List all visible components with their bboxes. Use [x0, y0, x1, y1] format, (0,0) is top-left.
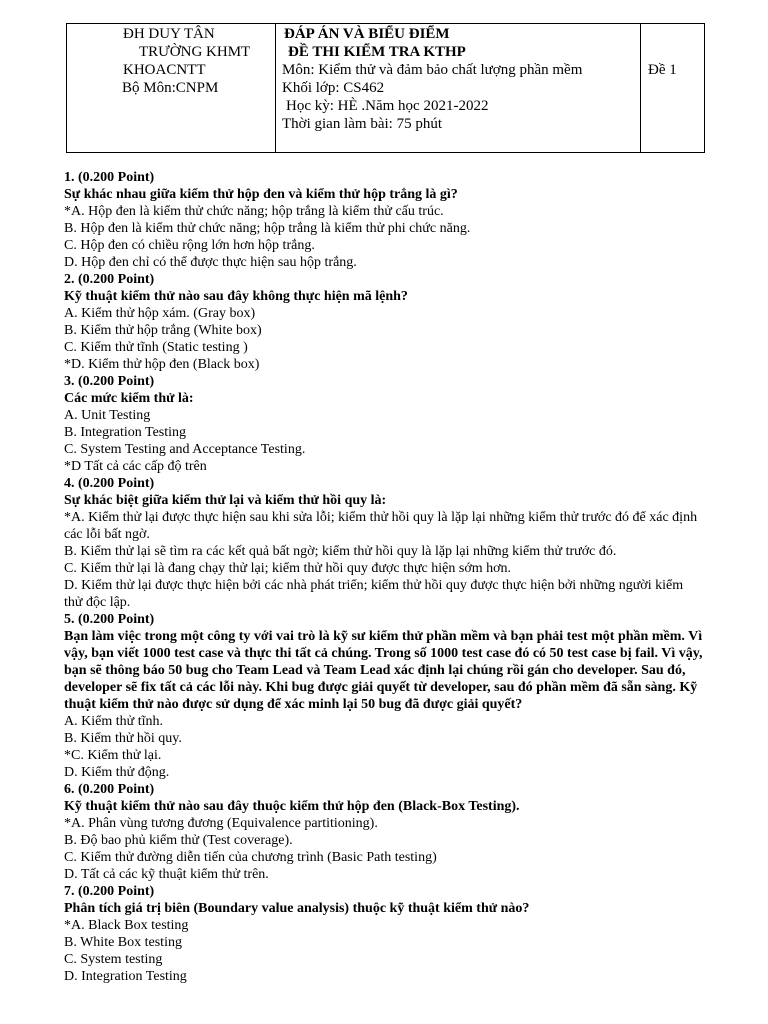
answer-option: *A. Black Box testing	[64, 918, 189, 933]
institution-cell	[67, 24, 276, 153]
question-number: 7. (0.200 Point)	[64, 884, 155, 899]
answer-option: D. Hộp đen chỉ có thể được thực hiện sau hộp trắng.	[64, 255, 357, 270]
question-number: 1. (0.200 Point)	[64, 170, 155, 185]
question-text: Kỹ thuật kiểm thử nào sau đây thuộc kiểm thử hộp đen (Black-Box Testing).	[64, 799, 520, 814]
class-line: Khối lớp: CS462	[282, 80, 385, 96]
department-name: Bộ Môn:CNPM	[122, 80, 219, 96]
question-text: Sự khác biệt giữa kiểm thử lại và kiểm thử hồi quy là:	[64, 493, 387, 508]
exam-header-table	[66, 23, 705, 153]
question-text: Bạn làm việc trong một công ty với vai trò là kỹ sư kiểm thử phần mềm và bạn phải test một phần mềm. Vì vậy, bạn viết 1000 test case và thực thi tất cả chúng. Trong số 1000 test case đó có 50 test case bị fail. Vì vậy, bạn sẽ thông báo 50 bug cho Team Lead và Team Lead xác định lại chúng rồi gán cho developer. Sau đó, developer sẽ fix tất cả các lỗi này. Khi bug được giải quyết từ developer, sau đó phần mềm đã sẵn sàng. Kỹ thuật kiểm thử nào được sử dụng để xác minh lại 50 bug đã được giải quyết?	[64, 629, 703, 712]
answer-option: B. Kiểm thử lại sẽ tìm ra các kết quả bất ngờ; kiểm thử hồi quy là lặp lại những kiểm thử trước đó.	[64, 544, 617, 559]
answer-option: B. Integration Testing	[64, 425, 187, 440]
answer-option: C. Kiểm thử lại là đang chạy thử lại; kiểm thử hồi quy được thực hiện sớm hơn.	[64, 561, 512, 576]
answer-option: A. Kiểm thử tĩnh.	[64, 714, 163, 729]
answer-option: C. Kiểm thử đường diễn tiến của chương trình (Basic Path testing)	[64, 850, 437, 865]
question-text: Sự khác nhau giữa kiểm thử hộp đen và kiểm thử hộp trắng là gì?	[64, 187, 458, 202]
question-list	[64, 169, 704, 985]
question-text: Kỹ thuật kiểm thử nào sau đây không thực hiện mã lệnh?	[64, 289, 408, 304]
answer-option: *D Tất cả các cấp độ trên	[64, 459, 207, 474]
answer-option: A. Unit Testing	[64, 408, 151, 423]
answer-option: A. Kiểm thử hộp xám. (Gray box)	[64, 306, 256, 321]
question	[64, 271, 704, 373]
answer-option: D. Tất cả các kỹ thuật kiểm thử trên.	[64, 867, 269, 882]
exam-code-cell	[641, 24, 705, 153]
exam-title: ĐỀ THI KIỂM TRA KTHP	[288, 44, 466, 60]
answer-option: C. System Testing and Acceptance Testing.	[64, 442, 306, 457]
question-number: 2. (0.200 Point)	[64, 272, 155, 287]
answer-option: C. Kiểm thử tĩnh (Static testing )	[64, 340, 248, 355]
answer-option: C. System testing	[64, 952, 163, 967]
question-number: 3. (0.200 Point)	[64, 374, 155, 389]
answer-option: D. Kiểm thử động.	[64, 765, 170, 780]
answer-option: B. Độ bao phủ kiểm thử (Test coverage).	[64, 833, 293, 848]
answer-option: *A. Hộp đen là kiểm thử chức năng; hộp trắng là kiểm thử cấu trúc.	[64, 204, 444, 219]
answer-option: D. Kiểm thử lại được thực hiện bởi các nhà phát triển; kiểm thử hồi quy được thực hiện bởi những người kiểm thử độc lập.	[64, 578, 684, 610]
university-name: ĐH DUY TÂN	[123, 26, 215, 42]
question-text: Các mức kiểm thử là:	[64, 391, 194, 406]
answer-option: D. Integration Testing	[64, 969, 187, 984]
answer-option: B. White Box testing	[64, 935, 182, 950]
question	[64, 781, 704, 883]
answer-option: *D. Kiểm thử hộp đen (Black box)	[64, 357, 260, 372]
exam-code: Đề 1	[648, 62, 677, 78]
question	[64, 373, 704, 475]
school-name: TRƯỜNG KHMT	[139, 44, 251, 60]
answer-key-title: ĐÁP ÁN VÀ BIỂU ĐIỂM	[284, 26, 450, 42]
question-text: Phân tích giá trị biên (Boundary value analysis) thuộc kỹ thuật kiểm thử nào?	[64, 901, 530, 916]
question	[64, 475, 704, 611]
question-number: 5. (0.200 Point)	[64, 612, 155, 627]
answer-option: B. Kiểm thử hồi quy.	[64, 731, 182, 746]
question-number: 4. (0.200 Point)	[64, 476, 155, 491]
answer-option: C. Hộp đen có chiều rộng lớn hơn hộp trắng.	[64, 238, 315, 253]
duration-line: Thời gian làm bài: 75 phút	[282, 116, 442, 132]
question-number: 6. (0.200 Point)	[64, 782, 155, 797]
answer-option: *C. Kiểm thử lại.	[64, 748, 162, 763]
question	[64, 611, 704, 781]
question	[64, 169, 704, 271]
answer-option: B. Hộp đen là kiểm thử chức năng; hộp trắng là kiểm thử phi chức năng.	[64, 221, 471, 236]
exam-info-cell	[276, 24, 641, 153]
answer-option: *A. Kiểm thử lại được thực hiện sau khi sửa lỗi; kiểm thử hồi quy là lặp lại những kiểm thử trước đó để xác định các lỗi bất ngờ.	[64, 510, 698, 542]
question	[64, 883, 704, 985]
faculty-name: KHOACNTT	[123, 62, 206, 78]
subject-line: Môn: Kiểm thử và đảm bảo chất lượng phần mềm	[282, 62, 583, 78]
answer-option: B. Kiểm thử hộp trắng (White box)	[64, 323, 262, 338]
answer-option: *A. Phân vùng tương đương (Equivalence partitioning).	[64, 816, 378, 831]
semester-line: Học kỳ: HÈ .Năm học 2021-2022	[286, 98, 489, 114]
